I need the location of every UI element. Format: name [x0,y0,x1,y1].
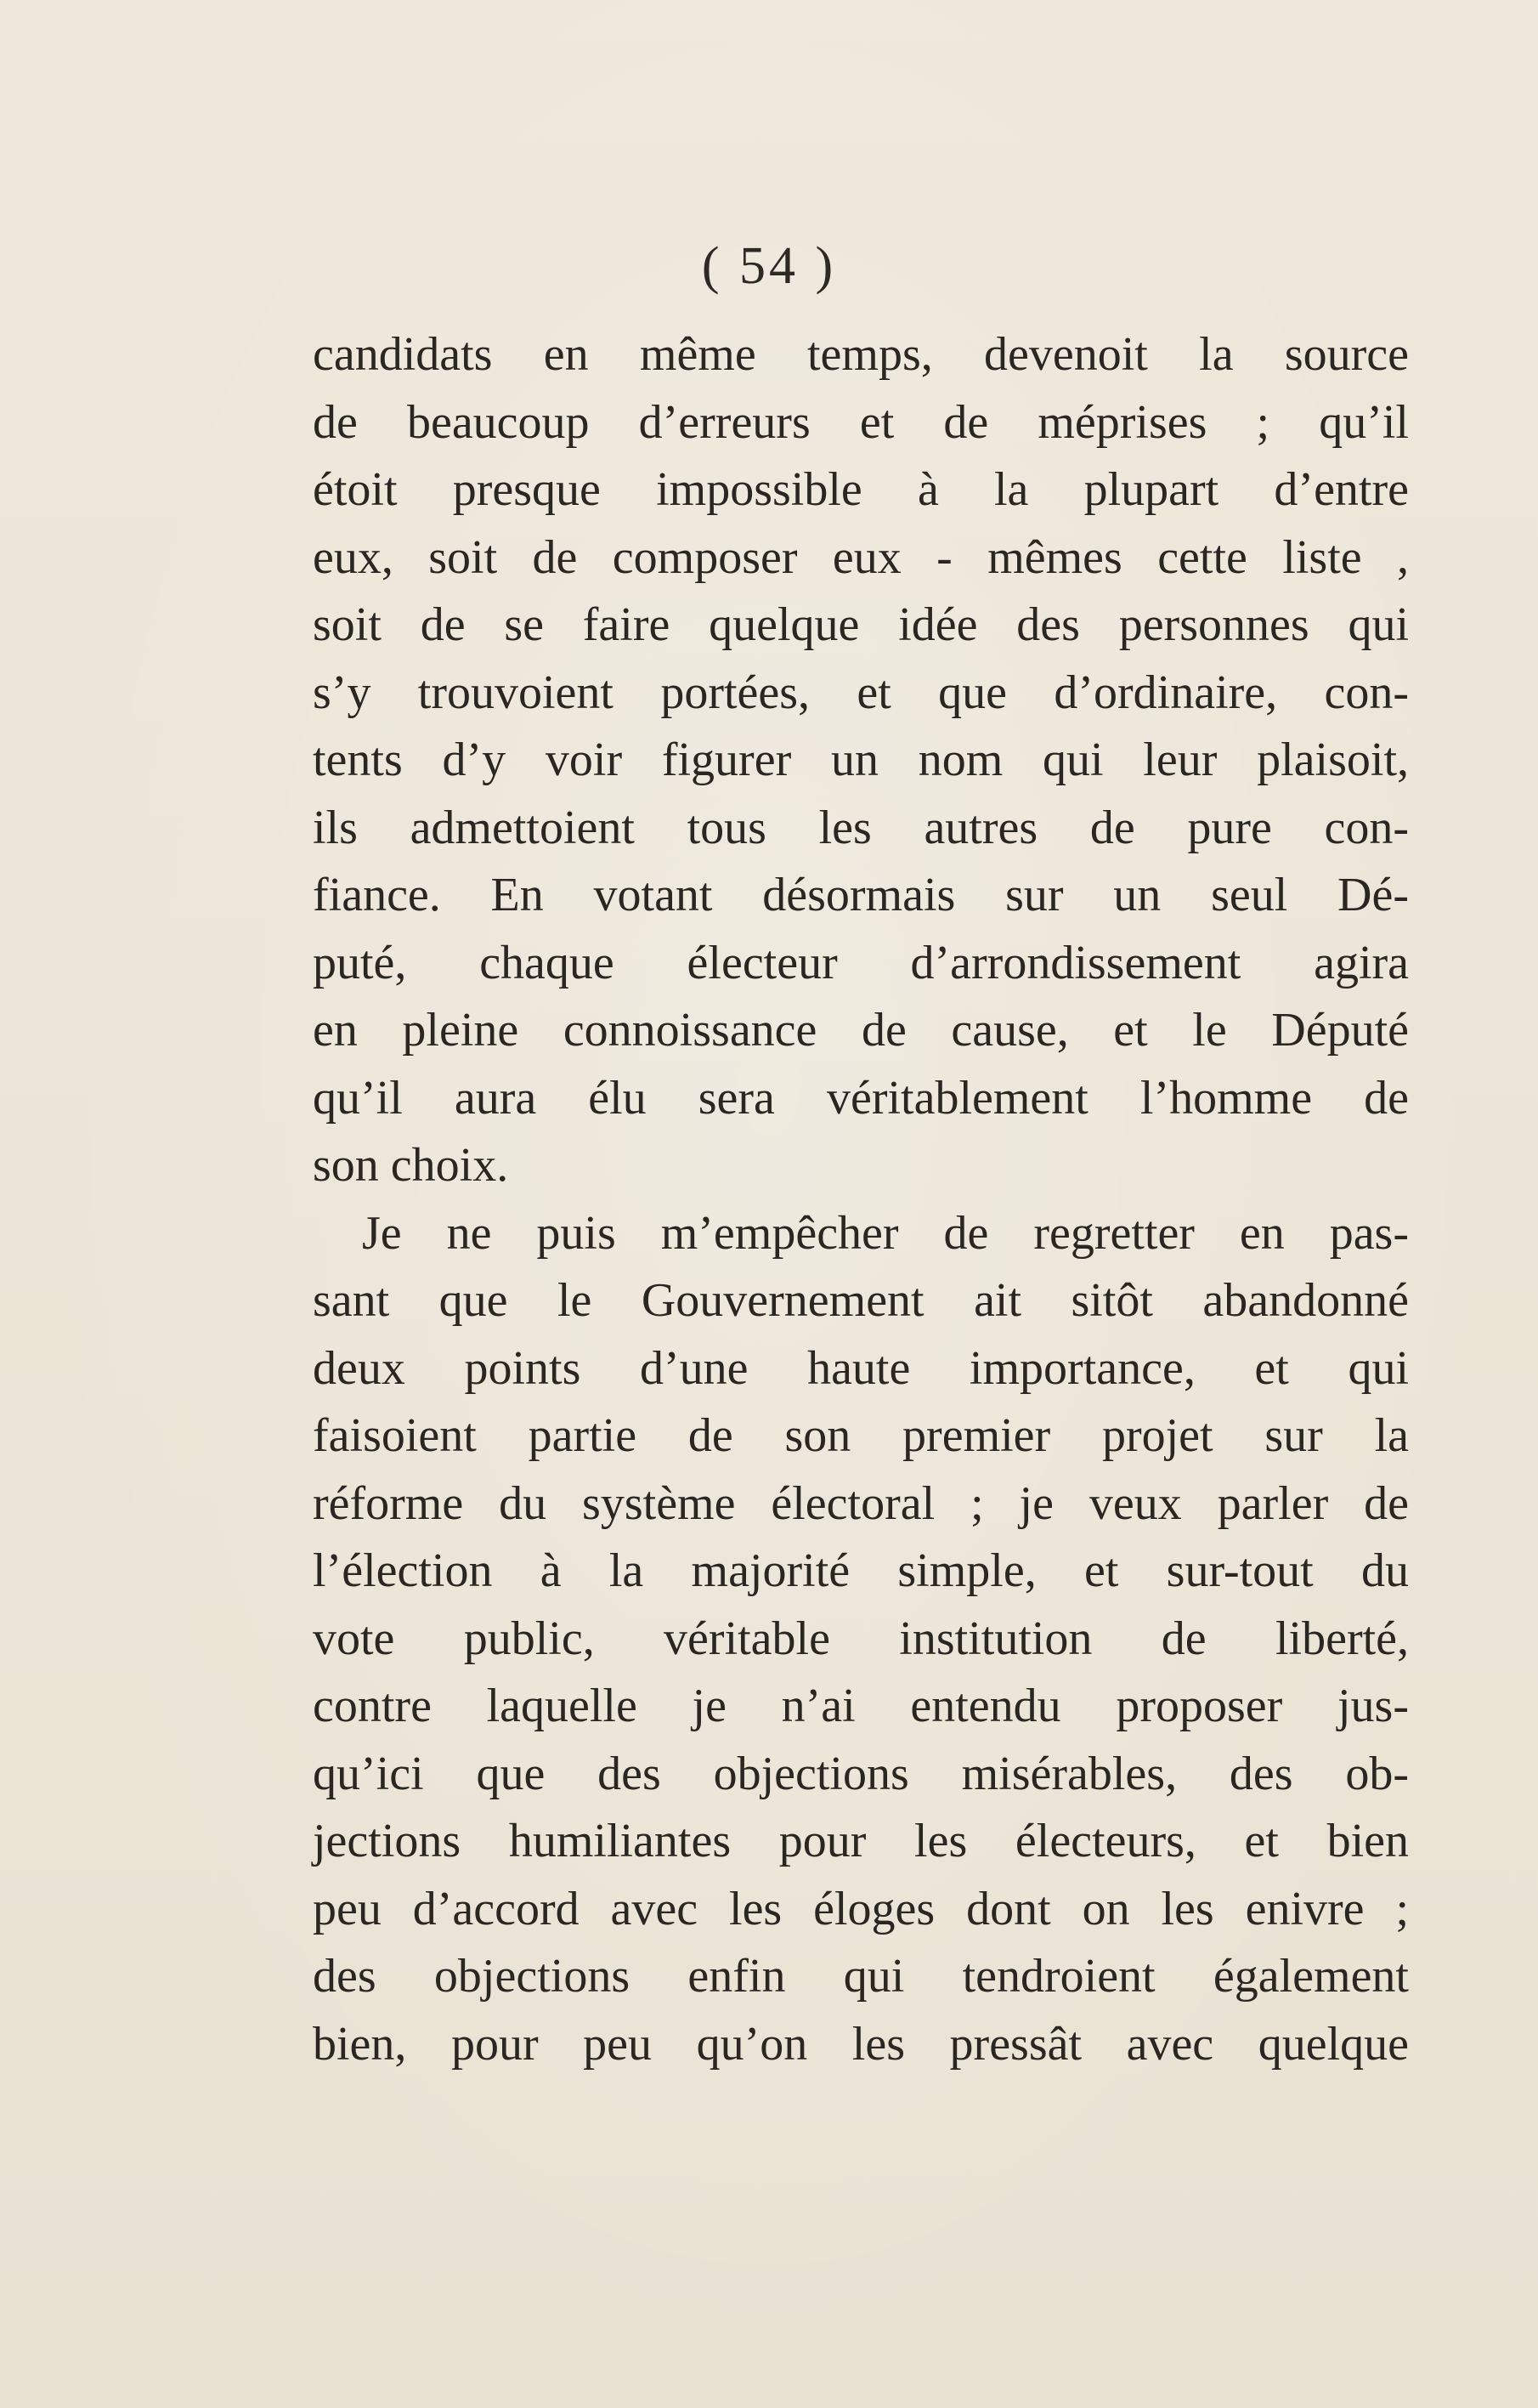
text-line: ils admettoient tous les autres de pure con- [313,801,1409,854]
text-line: son choix. [313,1139,509,1192]
text-line: puté, chaque électeur d’arrondissement agira [313,936,1409,989]
text-line: eux, soit de composer eux - mêmes cette liste , [313,530,1409,584]
text-line: soit de se faire quelque idée des personnes qui [313,598,1409,651]
text-line: faisoient partie de son premier projet sur la [313,1409,1409,1462]
text-line: contre laquelle je n’ai entendu proposer jus- [313,1680,1409,1732]
text-line: qu’ici que des objections misérables, des ob- [313,1747,1409,1800]
text-line: fiance. En votant désormais sur un seul Dé- [313,869,1409,921]
body-text [313,321,1409,2078]
text-line: peu d’accord avec les éloges dont on les enivre ; [313,1882,1409,1935]
text-line: qu’il aura élu sera véritablement l’homme de [313,1071,1409,1125]
page-number: ( 54 ) [701,237,837,295]
text-line: s’y trouvoient portées, et que d’ordinaire, con- [313,666,1409,719]
text-line: vote public, véritable institution de liberté, [313,1612,1409,1665]
text-line: en pleine connoissance de cause, et le Député [313,1004,1409,1057]
text-line: jections humiliantes pour les électeurs, et bien [313,1815,1409,1867]
text-line: tents d’y voir figurer un nom qui leur plaisoit, [313,734,1409,786]
text-line: candidats en même temps, devenoit la source [313,328,1409,381]
text-line-indented: Je ne puis m’empêcher de regretter en pas- [362,1206,1409,1260]
text-line: deux points d’une haute importance, et qui [313,1341,1409,1395]
text-line: étoit presque impossible à la plupart d’entre [313,463,1409,516]
text-line: de beaucoup d’erreurs et de méprises ; qu’il [313,395,1409,449]
text-line: réforme du système électoral ; je veux parler de [313,1476,1409,1530]
text-line: bien, pour peu qu’on les pressât avec quelque [313,2017,1409,2071]
text-line: des objections enfin qui tendroient également [313,1950,1409,2003]
text-line: l’élection à la majorité simple, et sur-tout du [313,1544,1409,1597]
text-line: sant que le Gouvernement ait sitôt abandonné [313,1274,1409,1327]
